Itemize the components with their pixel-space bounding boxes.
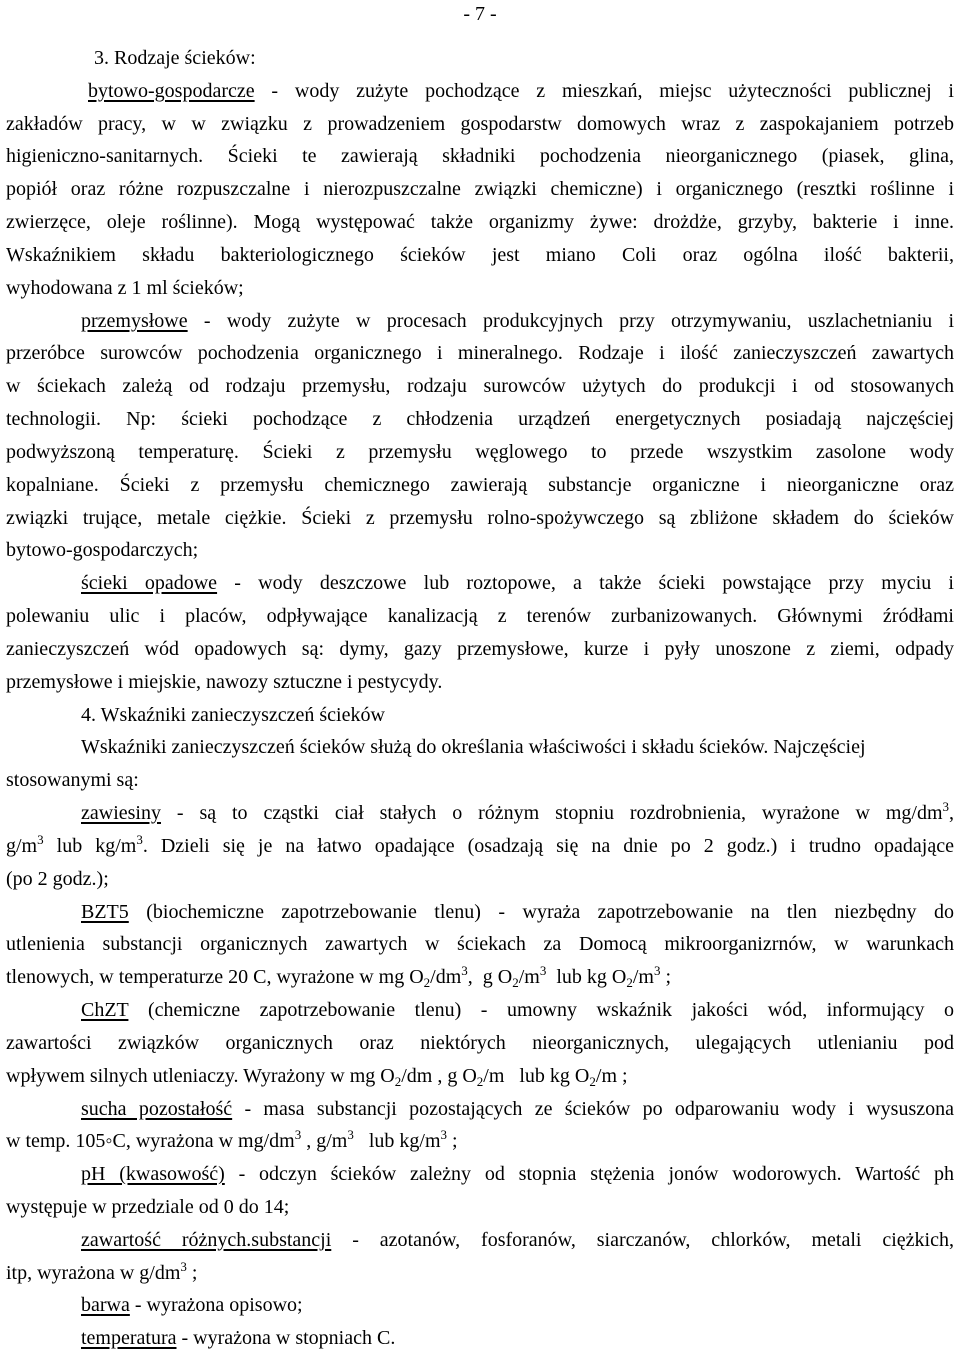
document-body	[6, 42, 954, 1355]
text-line: (po 2 godz.);	[6, 867, 109, 890]
text-line: tlenowych, w temperaturze 20 C, wyrażone w mg $O_2/dm^3$, g $O_2/m^3$ lub kg $O_2/m^3$ ;	[6, 963, 672, 991]
text-line: zawartość różnych.substancji - azotanów, fosforanów, siarczanów, chlorków, metali ciężkich,	[81, 1228, 954, 1251]
text-line: występuje w przedziale od 0 do 14;	[6, 1195, 290, 1218]
text-line: zwierzęce, oleje roślinne). Mogą występować także organizmy żywe: drożdże, grzyby, bakterie i inne.	[6, 211, 954, 234]
text-line: kopalniane. Ścieki z przemysłu chemicznego zawierają substancje organiczne i nieorganiczne oraz	[6, 473, 954, 496]
text-line: barwa - wyrażona opisowo;	[81, 1294, 303, 1317]
text-line: podwyższoną temperaturę. Ścieki z przemysłu węglowego to przede wszystkim zasolone wody	[6, 440, 954, 463]
text-line: Wskaźniki zanieczyszczeń ścieków służą do określania właściwości i składu ścieków. Najczęściej	[81, 736, 866, 759]
text-line: w temp. 105◦C, wyrażona w $mg/dm^3$ , $g/m^3$ lub $kg/m^3$ ;	[6, 1127, 458, 1153]
text-line: przeróbce surowców pochodzenia organicznego i mineralnego. Rodzaje i ilość zanieczyszczeń zawartych	[6, 342, 954, 365]
text-line: ChZT (chemiczne zapotrzebowanie tlenu) - umowny wskaźnik jakości wód, informujący o	[81, 999, 954, 1022]
text-line: ścieki opadowe - wody deszczowe lub roztopowe, a także ścieki powstające przy myciu i	[81, 572, 954, 595]
text-line: technologii. Np: ścieki pochodzące z chłodzenia urządzeń energetycznych posiadają najczęściej	[6, 408, 954, 431]
page-number: - 7 -	[463, 3, 497, 25]
text-line: stosowanymi są:	[6, 769, 139, 792]
text-line: higieniczno-sanitarnych. Ścieki te zawierają składniki pochodzenia nieorganicznego (piasek, glina,	[6, 145, 954, 168]
text-line: itp, wyrażona w $g/dm^3$ ;	[6, 1258, 198, 1284]
text-line: sucha pozostałość - masa substancji pozostających ze ścieków po odparowaniu wody i wysuszona	[81, 1097, 954, 1120]
text-line: popiół oraz różne rozpuszczalne i nierozpuszczalne związki chemiczne) i organicznego (resztki roślinne i	[6, 178, 954, 201]
text-line: 4. Wskaźniki zanieczyszczeń ścieków	[81, 703, 385, 726]
text-line: BZT5 (biochemiczne zapotrzebowanie tlenu) - wyraża zapotrzebowanie na tlen niezbędny do	[81, 900, 954, 923]
text-line: związki trujące, metale ciężkie. Ścieki z przemysłu rolno-spożywczego są zbliżone składem do ścieków	[6, 506, 954, 529]
text-line: utlenienia substancji organicznych zawartych w ściekach za Domocą mikroorganizrnów, w warunkach	[6, 933, 954, 956]
text-line: bytowo-gospodarcze - wody zużyte pochodzące z mieszkań, miejsc użyteczności publicznej i	[88, 79, 954, 102]
text-line: zawiesiny - są to cząstki ciał stałych o różnym stopniu rozdrobnienia, wyrażone w $mg/dm^3$,	[81, 799, 954, 825]
text-line: przemysłowe - wody zużyte w procesach produkcyjnych przy otrzymywaniu, uszlachetnianiu i	[81, 309, 954, 332]
text-line: $g/m^3$ lub $kg/m^3$. Dzieli się je na łatwo opadające (osadzają się na dnie po 2 godz.) i trudno opadające	[6, 831, 954, 857]
text-line: 3. Rodzaje ścieków:	[94, 47, 256, 69]
text-line: wpływem silnych utleniaczy. Wyrażony w mg $O_2/dm$ , g $O_2/m$ lub kg $O_2/m$ ;	[6, 1064, 628, 1089]
text-line: zakładów pracy, w w związku z prowadzeniem gospodarstw domowych wraz z zaspokajaniem potrzeb	[6, 112, 954, 135]
text-line: zawartości związków organicznych oraz niektórych nieorganicznych, ulegających utlenianiu pod	[6, 1031, 954, 1054]
text-line: bytowo-gospodarczych;	[6, 539, 199, 562]
text-line: wyhodowana z 1 ml ścieków;	[6, 276, 244, 299]
text-line: w ściekach zależą od rodzaju przemysłu, rodzaju surowców użytych do produkcji i od stosowanych	[6, 375, 954, 398]
text-line: pH (kwasowość) - odczyn ścieków zależny od stopnia stężenia jonów wodorowych. Wartość ph	[81, 1163, 954, 1186]
text-line: zanieczyszczeń wód opadowych są: dymy, gazy przemysłowe, kurze i pyły unoszone z ziemi, odpady	[6, 637, 954, 660]
text-line: temperatura - wyrażona w stopniach C.	[81, 1327, 396, 1350]
text-line: Wskaźnikiem składu bakteriologicznego ścieków jest miano Coli oraz ogólna ilość bakterii,	[6, 243, 954, 266]
text-line: przemysłowe i miejskie, nawozy sztuczne i pestycydy.	[6, 670, 443, 693]
text-line: polewaniu ulic i placów, odpływające kanalizacją z terenów zurbanizowanych. Głównymi źródłami	[6, 605, 954, 628]
